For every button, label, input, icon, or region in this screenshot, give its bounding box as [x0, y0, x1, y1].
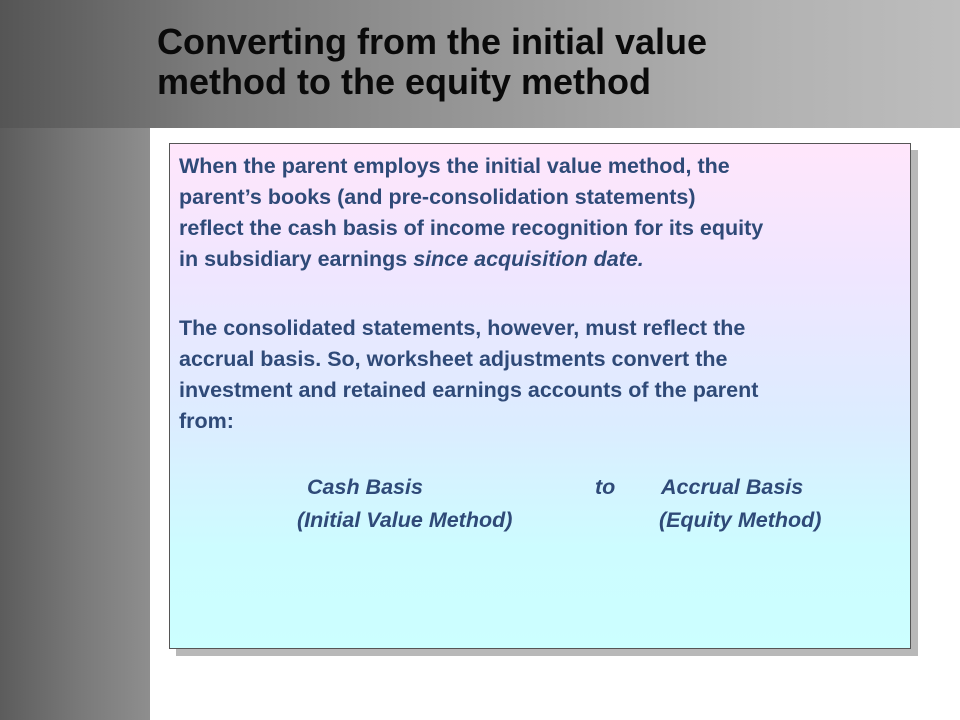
equity-method-label: (Equity Method): [659, 508, 822, 532]
title-line-2: method to the equity method: [157, 61, 651, 102]
title-line-1: Converting from the initial value: [157, 21, 708, 62]
para1-line-4: [179, 244, 763, 275]
para1-line-4-italic: since acquisition date.: [413, 247, 644, 271]
content-box: [169, 143, 911, 649]
para1-line-3: reflect the cash basis of income recognition for its equity: [179, 216, 764, 240]
paragraph-consolidated: [179, 313, 758, 437]
para2-line-1: The consolidated statements, however, must reflect the: [179, 316, 746, 340]
initial-value-method-label: (Initial Value Method): [297, 508, 513, 532]
para1-line-2: parent’s books (and pre-consolidation statements): [179, 185, 696, 209]
cash-basis-label: Cash Basis: [307, 475, 423, 499]
para1-line-1: When the parent employs the initial value method, the: [179, 154, 730, 178]
para2-line-2: accrual basis. So, worksheet adjustments convert the: [179, 347, 728, 371]
para1-line-4-text: in subsidiary earnings: [179, 247, 414, 271]
to-word: to: [595, 475, 616, 499]
paragraph-initial-value: [179, 151, 763, 275]
para2-line-4: from:: [179, 409, 234, 433]
accrual-basis-label: Accrual Basis: [661, 475, 804, 499]
para2-line-3: investment and retained earnings accounts of the parent: [179, 378, 759, 402]
slide-title: [157, 22, 947, 102]
